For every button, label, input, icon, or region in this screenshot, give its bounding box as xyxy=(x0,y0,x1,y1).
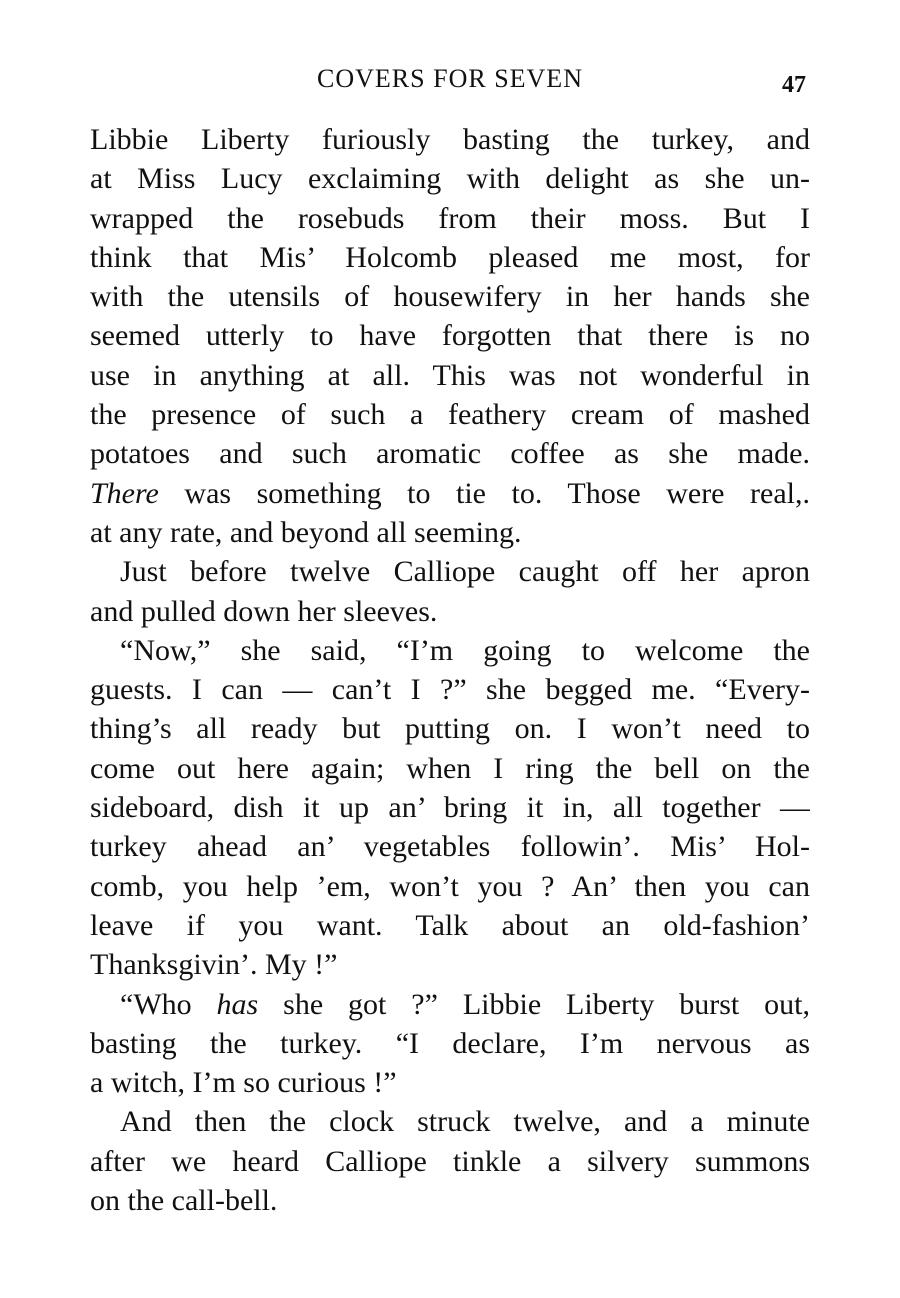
text-line: basting the turkey. “I declare, I’m nervous as xyxy=(90,1026,810,1060)
text-line: Just before twelve Calliope caught off her apron xyxy=(120,555,810,589)
text-line: with the utensils of housewifery in her hands she xyxy=(90,280,810,314)
page-number: 47 xyxy=(782,72,806,98)
text-line: And then the clock struck twelve, and a minute xyxy=(120,1105,810,1139)
running-head xyxy=(90,62,810,96)
text-line: potatoes and such aromatic coffee as she made. xyxy=(90,437,810,471)
text-line: comb, you help ’em, won’t you ? An’ then you can xyxy=(90,869,810,903)
paragraph xyxy=(90,120,810,552)
text-line: thing’s all ready but putting on. I won’t need to xyxy=(90,712,810,746)
text-fragment: she got ?” Libbie Liberty burst out, xyxy=(258,987,810,1021)
italic-word: has xyxy=(216,987,259,1021)
paragraph xyxy=(90,985,810,1103)
text-line: leave if you want. Talk about an old-fashion’ xyxy=(90,908,810,942)
text-line: wrapped the rosebuds from their moss. But I xyxy=(90,201,810,235)
text-fragment: “Who xyxy=(120,987,217,1021)
text-line: come out here again; when I ring the bell on the xyxy=(90,751,810,785)
text-line: the presence of such a feathery cream of mashed xyxy=(90,398,810,432)
text-line: sideboard, dish it up an’ bring it in, all together — xyxy=(90,791,810,825)
text-line: on the call-bell. xyxy=(90,1184,278,1218)
running-title: COVERS FOR SEVEN xyxy=(317,64,583,93)
text-line xyxy=(90,474,810,513)
text-line: use in anything at all. This was not wonderful in xyxy=(90,358,810,392)
text-line: Libbie Liberty furiously basting the turkey, and xyxy=(90,123,810,156)
text-line: at Miss Lucy exclaiming with delight as she un- xyxy=(90,162,810,196)
paragraph xyxy=(90,1102,810,1220)
text-line xyxy=(90,985,810,1024)
text-line: think that Mis’ Holcomb pleased me most, for xyxy=(90,240,810,274)
text-line: turkey ahead an’ vegetables followin’. Mis’ Hol- xyxy=(90,830,810,864)
italic-word: There xyxy=(90,476,159,510)
text-line: after we heard Calliope tinkle a silvery summons xyxy=(90,1144,810,1178)
text-line: at any rate, and beyond all seeming. xyxy=(90,515,522,549)
text-line: “Now,” she said, “I’m going to welcome the xyxy=(120,633,810,667)
paragraph xyxy=(90,552,810,631)
text-line: a witch, I’m so curious !” xyxy=(90,1066,397,1100)
body-text xyxy=(90,120,810,1220)
text-line: Thanksgivin’. My !” xyxy=(90,948,338,982)
text-line: guests. I can — can’t I ?” she begged me. “Every- xyxy=(90,673,810,707)
text-line: and pulled down her sleeves. xyxy=(90,594,438,628)
text-fragment: was something to tie to. Those were real,. xyxy=(158,476,810,510)
text-line: seemed utterly to have forgotten that there is no xyxy=(90,319,810,353)
paragraph xyxy=(90,631,810,985)
